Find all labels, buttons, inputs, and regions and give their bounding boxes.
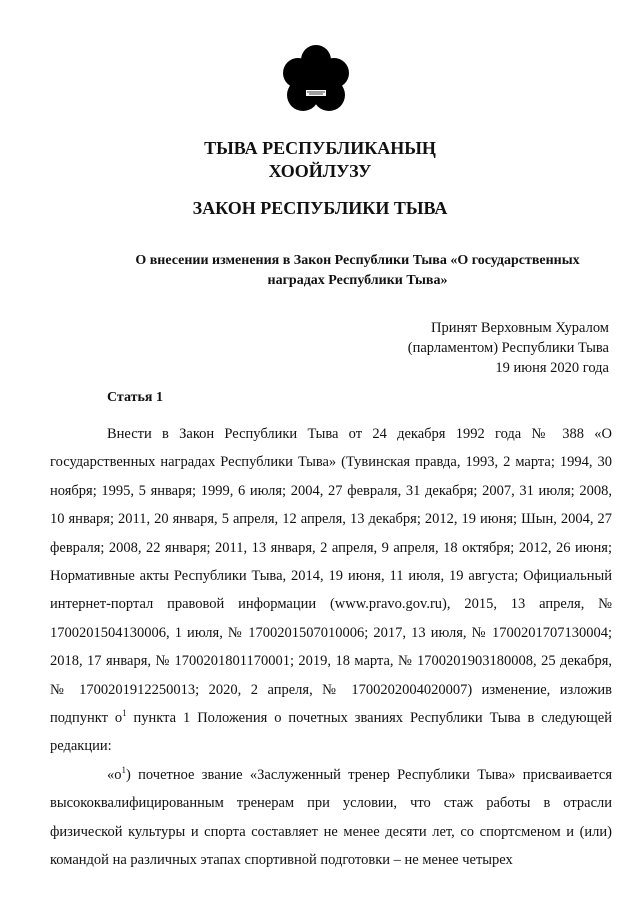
superscript: 1 [122,708,127,719]
article-body [50,420,612,875]
subtitle-line-2: наградах Республики Тыва» [267,273,448,288]
subtitle-line-1: О внесении изменения в Закон Республики Тыва «О государственных [135,253,580,268]
adoption-info [408,318,609,378]
paragraph-2-text: ) почетное звание «Заслуженный тренер Республики Тыва» присваивается высококвалифицированным тренерам при условии, что стаж работы в отрасли физической культуры и спорта составляет не менее десяти лет, со спортсменом и (или) командой на различных этапах спортивной подготовки – не менее четырех [50,766,612,869]
adoption-line-2: (парламентом) Республики Тыва [407,340,609,356]
coat-of-arms-emblem [276,40,356,120]
law-title: ЗАКОН РЕСПУБЛИКИ ТЫВА [192,198,448,218]
paragraph-2-open: «о [107,766,122,783]
adoption-date: 19 июня 2020 года [495,360,609,376]
title-line-2: ХООЙЛУЗУ [268,161,372,181]
article-heading: Статья 1 [107,390,163,405]
paragraph-2 [50,761,612,875]
paragraph-1-tail: пункта 1 Положения о почетных званиях Республики Тыва в следующей редакции: [50,710,612,755]
paragraph-1 [50,420,612,761]
adoption-line-1: Принят Верховным Хуралом [431,320,609,336]
paragraph-1-text: Внести в Закон Республики Тыва от 24 декабря 1992 года № 388 «О государственных наградах Республики Тыва» (Тувинская правда, 1993, 2 марта; 1994, 30 ноября; 1995, 5 января; 1999, 6 июля; 2004, 27 февраля, 31 декабря; 2007, 31 июля; 2008, 10 января; 2011, 20 января, 5 апреля, 12 апреля, 13 декабря; 2012, 19 июня; Шын, 2004, 27 февраля; 2008, 22 января; 2011, 13 января, 2 апреля, 9 апреля, 18 октября; 2012, 26 июня; Нормативные акты Республики Тыва, 2014, 19 июня, 11 июля, 19 августа; Официальный интернет-портал правовой информации (www.pravo.gov.ru), 2015, 13 апреля, № 1700201504130006, 1 июля, № 1700201507010006; 2017, 13 июля, № 1700201707130004; 2018, 17 января, № 1700201801170001; 2019, 18 марта, № 1700201903180008, 25 декабря, № 1700201912250013; 2020, 2 апреля, № 1700202004020007) изменение, изложив подпункт о [50,426,612,727]
superscript: 1 [121,765,126,776]
title-line-1: ТЫВА РЕСПУБЛИКАНЫҢ [204,138,436,158]
